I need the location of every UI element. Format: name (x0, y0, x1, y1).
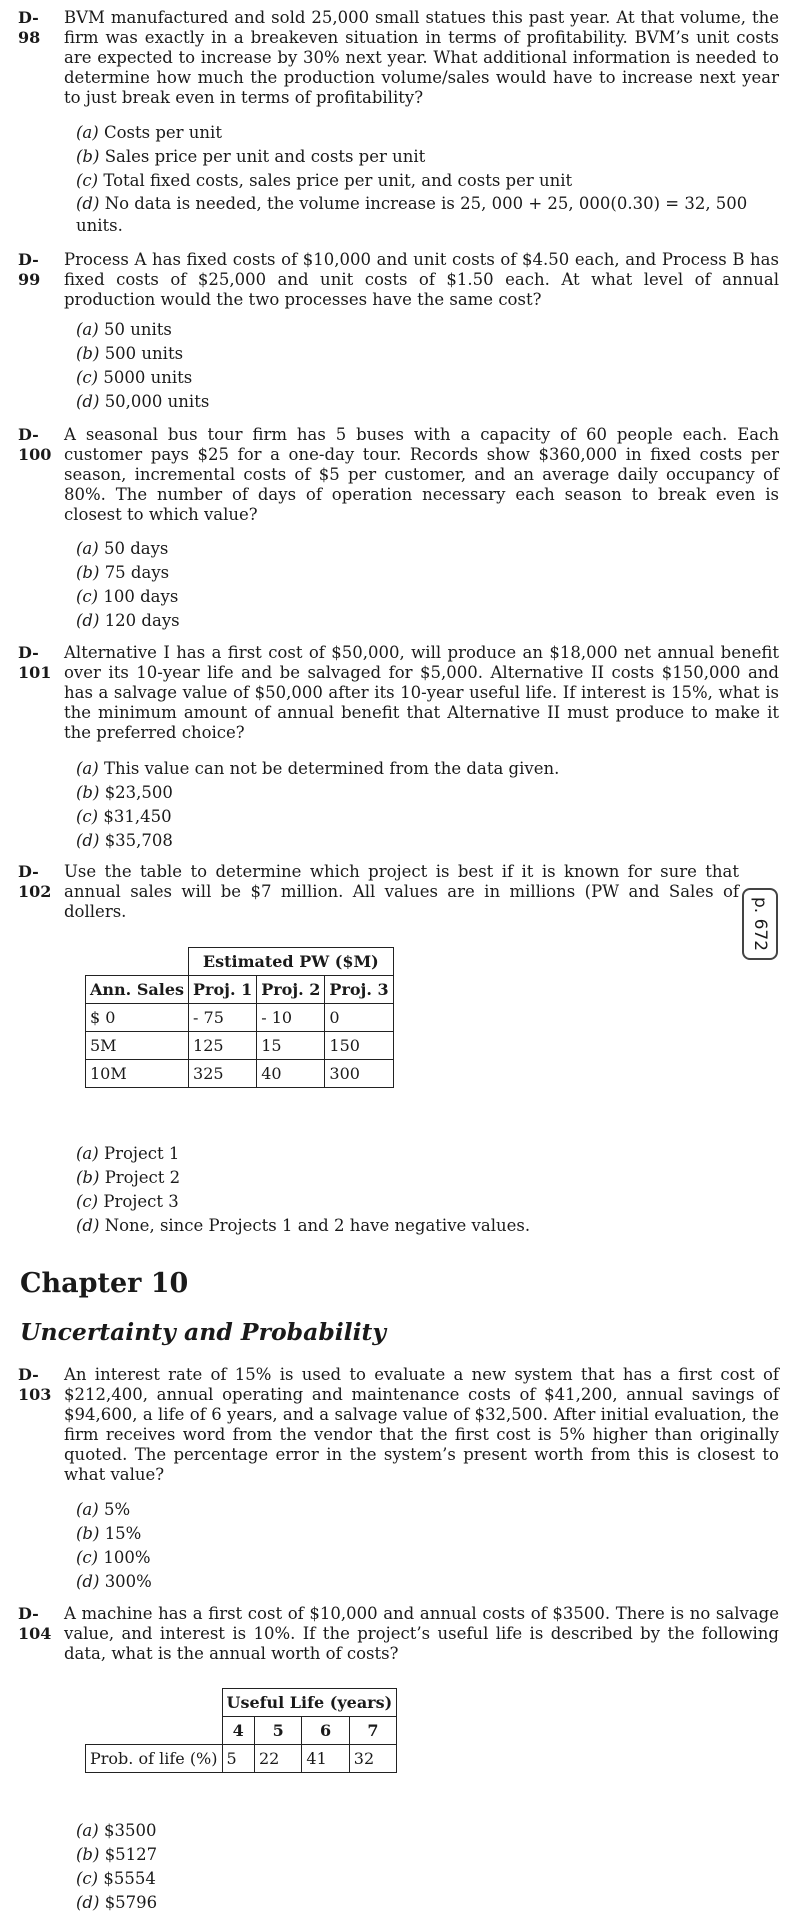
table-cell: 41 (302, 1745, 349, 1773)
table-header: 6 (302, 1717, 349, 1745)
choice-d: (d) 120 days (76, 611, 180, 630)
question-id: D- 98 (18, 8, 41, 47)
table-cell: 0 (325, 1004, 393, 1032)
choice-a: (a) 5% (76, 1500, 131, 1519)
table-cell: 32 (349, 1745, 396, 1773)
table-cell: 15 (257, 1032, 325, 1060)
choice-a: (a) 50 days (76, 539, 169, 558)
table-header: Proj. 2 (257, 976, 325, 1004)
table-cell: 125 (189, 1032, 257, 1060)
question-id: D- 103 (18, 1365, 52, 1404)
table-cell: 150 (325, 1032, 393, 1060)
table-cell: 22 (255, 1745, 302, 1773)
choice-list (76, 537, 766, 633)
question-stem: A seasonal bus tour firm has 5 buses with a capacity of 60 people each. Each customer pays $25 for a one-day tour. Records show $360,000 in fixed costs per season, incremental costs of $5 per customer, and an average daily occupancy of 80%. The number of days of operation necessary each season to break even is closest to which value? (64, 425, 779, 524)
choice-a: (a) Costs per unit (76, 123, 222, 142)
choice-c: (c) Total fixed costs, sales price per unit, and costs per unit (76, 171, 573, 190)
table-cell: $ 0 (86, 1004, 189, 1032)
table-cell: 40 (257, 1060, 325, 1088)
choice-c: (c) $5554 (76, 1869, 156, 1888)
table-row (86, 1060, 394, 1088)
choice-list (76, 1142, 766, 1238)
table-header: 5 (255, 1717, 302, 1745)
question-id: D- 104 (18, 1604, 52, 1643)
choice-b: (b) Project 2 (76, 1168, 181, 1187)
choice-d: (d) No data is needed, the volume increase is 25, 000 + 25, 000(0.30) = 32, 500 units. (76, 194, 748, 235)
chapter-title: Chapter 10 (20, 1268, 189, 1299)
question-stem: Process A has fixed costs of $10,000 and unit costs of $4.50 each, and Process B has fixed costs of $25,000 and unit costs of $1.50 each. At what level of annual production would the two processes have the same cost? (64, 250, 779, 309)
table-header: 7 (349, 1717, 396, 1745)
choice-a: (a) Project 1 (76, 1144, 180, 1163)
page-number-tag (742, 888, 778, 960)
choice-b: (b) 15% (76, 1524, 142, 1543)
question-stem: A machine has a first cost of $10,000 and annual costs of $3500. There is no salvage value, and interest is 10%. If the project’s useful life is described by the following data, what is the annual worth of costs? (64, 1604, 779, 1663)
choice-list (76, 121, 766, 237)
pw-table (85, 947, 394, 1088)
question-stem: Alternative I has a first cost of $50,000, will produce an $18,000 net annual benefit over its 10-year life and be salvaged for $5,000. Alternative II costs $150,000 and has a salvage value of $50,000 after its 10-year useful life. If interest is 15%, what is the minimum amount of annual benefit that Alternative II must produce to make it the preferred choice? (64, 643, 779, 742)
question-id: D- 99 (18, 250, 41, 289)
choice-list (76, 318, 766, 414)
page-number-label: p. 672 (750, 896, 771, 952)
choice-a: (a) $3500 (76, 1821, 157, 1840)
choice-d: (d) $5796 (76, 1893, 158, 1912)
table-cell: 5M (86, 1032, 189, 1060)
table-row (86, 1745, 397, 1773)
table-header: Ann. Sales (86, 976, 189, 1004)
question-stem: BVM manufactured and sold 25,000 small statues this past year. At that volume, the firm was exactly in a breakeven situation in terms of profitability. BVM’s unit costs are expected to increase by 30% next year. What additional information is needed to determine how much the production volume/sales would have to increase next year to just break even in terms of profitability? (64, 8, 779, 107)
choice-c: (c) Project 3 (76, 1192, 179, 1211)
choice-b: (b) Sales price per unit and costs per unit (76, 147, 426, 166)
table-title: Useful Life (years) (222, 1689, 397, 1717)
choice-c: (c) 100% (76, 1548, 151, 1567)
choice-a: (a) This value can not be determined from the data given. (76, 759, 560, 778)
table-row (86, 1004, 394, 1032)
choice-list (76, 757, 766, 853)
choice-b: (b) 75 days (76, 563, 170, 582)
table-cell: - 10 (257, 1004, 325, 1032)
choice-c: (c) 5000 units (76, 368, 193, 387)
question-stem: Use the table to determine which project is best if it is known for sure that annual sales will be $7 million. All values are in millions (PW and Sales of dollers. (64, 862, 739, 921)
choice-a: (a) 50 units (76, 320, 172, 339)
table-cell: - 75 (189, 1004, 257, 1032)
choice-list (76, 1498, 766, 1594)
choice-d: (d) $35,708 (76, 831, 173, 850)
table-title: Estimated PW ($M) (189, 948, 394, 976)
choice-c: (c) 100 days (76, 587, 179, 606)
table-row (86, 1032, 394, 1060)
table-header: 4 (222, 1717, 255, 1745)
chapter-subtitle: Uncertainty and Probability (20, 1318, 387, 1346)
question-id: D- 100 (18, 425, 52, 464)
choice-b: (b) $23,500 (76, 783, 173, 802)
table-header: Proj. 1 (189, 976, 257, 1004)
choice-d: (d) 50,000 units (76, 392, 210, 411)
table-header: Proj. 3 (325, 976, 393, 1004)
useful-life-table (85, 1688, 397, 1773)
choice-b: (b) 500 units (76, 344, 184, 363)
row-label: Prob. of life (%) (86, 1745, 223, 1773)
question-id: D- 101 (18, 643, 52, 682)
table-cell: 5 (222, 1745, 255, 1773)
choice-list (76, 1819, 766, 1915)
question-id: D- 102 (18, 862, 52, 901)
choice-b: (b) $5127 (76, 1845, 158, 1864)
choice-d: (d) 300% (76, 1572, 152, 1591)
choice-c: (c) $31,450 (76, 807, 172, 826)
question-stem: An interest rate of 15% is used to evaluate a new system that has a first cost of $212,400, annual operating and maintenance costs of $41,200, annual savings of $94,600, a life of 6 years, and a salvage value of $32,500. After initial evaluation, the firm receives word from the vendor that the first cost is 5% higher than originally quoted. The percentage error in the system’s present worth from this is closest to what value? (64, 1365, 779, 1484)
table-cell: 325 (189, 1060, 257, 1088)
choice-d: (d) None, since Projects 1 and 2 have negative values. (76, 1216, 531, 1235)
table-cell: 10M (86, 1060, 189, 1088)
table-cell: 300 (325, 1060, 393, 1088)
